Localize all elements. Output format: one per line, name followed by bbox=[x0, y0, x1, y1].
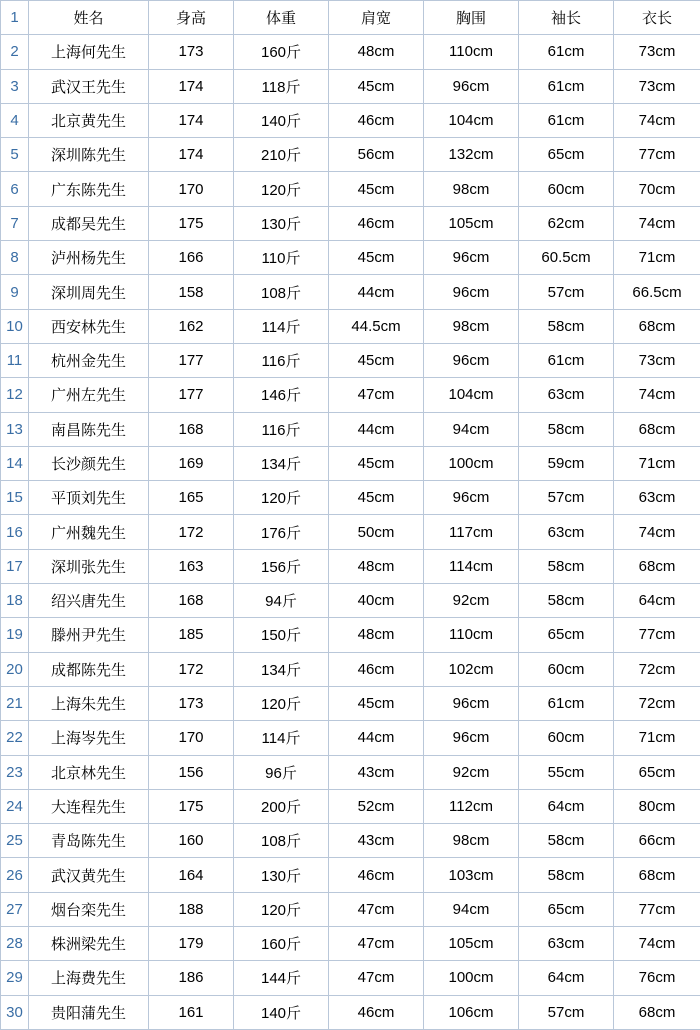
cell-ch[interactable]: 110cm bbox=[424, 618, 519, 652]
row-number-cell[interactable]: 16 bbox=[1, 515, 29, 549]
table-row[interactable] bbox=[1, 995, 700, 1029]
cell-sl[interactable]: 58cm bbox=[519, 584, 614, 618]
cell-cl[interactable]: 68cm bbox=[614, 309, 700, 343]
cell-ch[interactable]: 94cm bbox=[424, 892, 519, 926]
row-number-header: 1 bbox=[1, 1, 29, 35]
table-row[interactable] bbox=[1, 275, 700, 309]
cell-cl[interactable]: 72cm bbox=[614, 686, 700, 720]
cell-ch[interactable]: 103cm bbox=[424, 858, 519, 892]
cell-name[interactable]: 长沙颜先生 bbox=[29, 446, 149, 480]
cell-sh[interactable]: 44cm bbox=[329, 721, 424, 755]
cell-sl[interactable]: 59cm bbox=[519, 446, 614, 480]
cell-cl[interactable]: 74cm bbox=[614, 103, 700, 137]
cell-h[interactable]: 185 bbox=[149, 618, 234, 652]
row-number-cell[interactable]: 23 bbox=[1, 755, 29, 789]
cell-name[interactable]: 杭州金先生 bbox=[29, 343, 149, 377]
cell-w[interactable]: 116斤 bbox=[234, 412, 329, 446]
cell-sh[interactable]: 50cm bbox=[329, 515, 424, 549]
cell-sl[interactable]: 61cm bbox=[519, 103, 614, 137]
cell-ch[interactable]: 106cm bbox=[424, 995, 519, 1029]
cell-sl[interactable]: 64cm bbox=[519, 789, 614, 823]
cell-sl[interactable]: 64cm bbox=[519, 961, 614, 995]
cell-name[interactable]: 武汉王先生 bbox=[29, 69, 149, 103]
cell-cl[interactable]: 74cm bbox=[614, 378, 700, 412]
cell-sh[interactable]: 47cm bbox=[329, 378, 424, 412]
cell-ch[interactable]: 98cm bbox=[424, 309, 519, 343]
column-header-height[interactable]: 身高 bbox=[149, 1, 234, 35]
cell-sh[interactable]: 45cm bbox=[329, 686, 424, 720]
cell-ch[interactable]: 132cm bbox=[424, 138, 519, 172]
cell-w[interactable]: 110斤 bbox=[234, 241, 329, 275]
cell-sl[interactable]: 60cm bbox=[519, 172, 614, 206]
table-row[interactable] bbox=[1, 446, 700, 480]
row-number-cell[interactable]: 4 bbox=[1, 103, 29, 137]
row-number-cell[interactable]: 10 bbox=[1, 309, 29, 343]
cell-name[interactable]: 北京林先生 bbox=[29, 755, 149, 789]
table-row[interactable] bbox=[1, 138, 700, 172]
cell-sh[interactable]: 47cm bbox=[329, 892, 424, 926]
cell-h[interactable]: 161 bbox=[149, 995, 234, 1029]
cell-sl[interactable]: 65cm bbox=[519, 138, 614, 172]
cell-ch[interactable]: 96cm bbox=[424, 721, 519, 755]
cell-name[interactable]: 绍兴唐先生 bbox=[29, 584, 149, 618]
cell-ch[interactable]: 92cm bbox=[424, 755, 519, 789]
cell-h[interactable]: 156 bbox=[149, 755, 234, 789]
cell-cl[interactable]: 68cm bbox=[614, 412, 700, 446]
cell-sh[interactable]: 45cm bbox=[329, 481, 424, 515]
cell-w[interactable]: 120斤 bbox=[234, 892, 329, 926]
cell-cl[interactable]: 71cm bbox=[614, 241, 700, 275]
cell-sh[interactable]: 46cm bbox=[329, 206, 424, 240]
row-number-cell[interactable]: 2 bbox=[1, 35, 29, 69]
cell-cl[interactable]: 73cm bbox=[614, 343, 700, 377]
table-row[interactable] bbox=[1, 35, 700, 69]
table-row[interactable] bbox=[1, 721, 700, 755]
table-row[interactable] bbox=[1, 927, 700, 961]
cell-sl[interactable]: 60cm bbox=[519, 652, 614, 686]
cell-h[interactable]: 166 bbox=[149, 241, 234, 275]
cell-ch[interactable]: 100cm bbox=[424, 446, 519, 480]
cell-name[interactable]: 上海何先生 bbox=[29, 35, 149, 69]
cell-sl[interactable]: 58cm bbox=[519, 858, 614, 892]
cell-sl[interactable]: 55cm bbox=[519, 755, 614, 789]
cell-ch[interactable]: 96cm bbox=[424, 69, 519, 103]
cell-w[interactable]: 108斤 bbox=[234, 824, 329, 858]
cell-sl[interactable]: 58cm bbox=[519, 824, 614, 858]
cell-w[interactable]: 118斤 bbox=[234, 69, 329, 103]
cell-h[interactable]: 170 bbox=[149, 721, 234, 755]
cell-ch[interactable]: 105cm bbox=[424, 206, 519, 240]
row-number-cell[interactable]: 30 bbox=[1, 995, 29, 1029]
cell-sh[interactable]: 48cm bbox=[329, 618, 424, 652]
row-number-cell[interactable]: 18 bbox=[1, 584, 29, 618]
cell-sh[interactable]: 46cm bbox=[329, 103, 424, 137]
cell-sl[interactable]: 61cm bbox=[519, 69, 614, 103]
table-row[interactable] bbox=[1, 892, 700, 926]
cell-sh[interactable]: 48cm bbox=[329, 549, 424, 583]
cell-sl[interactable]: 57cm bbox=[519, 275, 614, 309]
cell-h[interactable]: 179 bbox=[149, 927, 234, 961]
cell-sh[interactable]: 44.5cm bbox=[329, 309, 424, 343]
row-number-cell[interactable]: 25 bbox=[1, 824, 29, 858]
table-row[interactable] bbox=[1, 172, 700, 206]
cell-h[interactable]: 175 bbox=[149, 789, 234, 823]
row-number-cell[interactable]: 15 bbox=[1, 481, 29, 515]
cell-cl[interactable]: 74cm bbox=[614, 206, 700, 240]
cell-h[interactable]: 168 bbox=[149, 412, 234, 446]
row-number-cell[interactable]: 9 bbox=[1, 275, 29, 309]
cell-w[interactable]: 140斤 bbox=[234, 995, 329, 1029]
row-number-cell[interactable]: 14 bbox=[1, 446, 29, 480]
cell-name[interactable]: 深圳周先生 bbox=[29, 275, 149, 309]
column-header-shoulder[interactable]: 肩宽 bbox=[329, 1, 424, 35]
cell-h[interactable]: 165 bbox=[149, 481, 234, 515]
cell-name[interactable]: 南昌陈先生 bbox=[29, 412, 149, 446]
row-number-cell[interactable]: 24 bbox=[1, 789, 29, 823]
row-number-cell[interactable]: 13 bbox=[1, 412, 29, 446]
cell-h[interactable]: 162 bbox=[149, 309, 234, 343]
cell-cl[interactable]: 80cm bbox=[614, 789, 700, 823]
cell-cl[interactable]: 68cm bbox=[614, 549, 700, 583]
cell-w[interactable]: 114斤 bbox=[234, 721, 329, 755]
table-row[interactable] bbox=[1, 824, 700, 858]
cell-name[interactable]: 烟台栾先生 bbox=[29, 892, 149, 926]
table-row[interactable] bbox=[1, 549, 700, 583]
cell-name[interactable]: 大连程先生 bbox=[29, 789, 149, 823]
cell-sl[interactable]: 58cm bbox=[519, 549, 614, 583]
cell-sl[interactable]: 63cm bbox=[519, 927, 614, 961]
cell-w[interactable]: 160斤 bbox=[234, 35, 329, 69]
cell-ch[interactable]: 98cm bbox=[424, 172, 519, 206]
cell-cl[interactable]: 63cm bbox=[614, 481, 700, 515]
cell-ch[interactable]: 104cm bbox=[424, 378, 519, 412]
table-row[interactable] bbox=[1, 412, 700, 446]
cell-cl[interactable]: 73cm bbox=[614, 35, 700, 69]
cell-sh[interactable]: 47cm bbox=[329, 961, 424, 995]
row-number-cell[interactable]: 26 bbox=[1, 858, 29, 892]
cell-name[interactable]: 株洲梁先生 bbox=[29, 927, 149, 961]
cell-w[interactable]: 120斤 bbox=[234, 481, 329, 515]
cell-sl[interactable]: 61cm bbox=[519, 343, 614, 377]
cell-sl[interactable]: 61cm bbox=[519, 35, 614, 69]
cell-h[interactable]: 174 bbox=[149, 103, 234, 137]
cell-name[interactable]: 滕州尹先生 bbox=[29, 618, 149, 652]
cell-w[interactable]: 176斤 bbox=[234, 515, 329, 549]
cell-sh[interactable]: 46cm bbox=[329, 652, 424, 686]
row-number-cell[interactable]: 5 bbox=[1, 138, 29, 172]
cell-sh[interactable]: 45cm bbox=[329, 343, 424, 377]
cell-h[interactable]: 174 bbox=[149, 138, 234, 172]
cell-name[interactable]: 武汉黄先生 bbox=[29, 858, 149, 892]
cell-w[interactable]: 130斤 bbox=[234, 206, 329, 240]
cell-cl[interactable]: 64cm bbox=[614, 584, 700, 618]
cell-h[interactable]: 174 bbox=[149, 69, 234, 103]
cell-cl[interactable]: 77cm bbox=[614, 892, 700, 926]
cell-cl[interactable]: 72cm bbox=[614, 652, 700, 686]
cell-name[interactable]: 成都陈先生 bbox=[29, 652, 149, 686]
cell-h[interactable]: 173 bbox=[149, 686, 234, 720]
cell-ch[interactable]: 102cm bbox=[424, 652, 519, 686]
column-header-length[interactable]: 衣长 bbox=[614, 1, 700, 35]
cell-w[interactable]: 200斤 bbox=[234, 789, 329, 823]
table-row[interactable] bbox=[1, 686, 700, 720]
cell-sh[interactable]: 43cm bbox=[329, 755, 424, 789]
cell-name[interactable]: 深圳陈先生 bbox=[29, 138, 149, 172]
row-number-cell[interactable]: 3 bbox=[1, 69, 29, 103]
cell-cl[interactable]: 68cm bbox=[614, 858, 700, 892]
cell-sh[interactable]: 47cm bbox=[329, 927, 424, 961]
cell-w[interactable]: 156斤 bbox=[234, 549, 329, 583]
column-header-name[interactable]: 姓名 bbox=[29, 1, 149, 35]
cell-ch[interactable]: 98cm bbox=[424, 824, 519, 858]
row-number-cell[interactable]: 17 bbox=[1, 549, 29, 583]
table-row[interactable] bbox=[1, 206, 700, 240]
cell-name[interactable]: 泸州杨先生 bbox=[29, 241, 149, 275]
cell-cl[interactable]: 76cm bbox=[614, 961, 700, 995]
table-row[interactable] bbox=[1, 961, 700, 995]
cell-name[interactable]: 西安林先生 bbox=[29, 309, 149, 343]
table-row[interactable] bbox=[1, 584, 700, 618]
table-row[interactable] bbox=[1, 241, 700, 275]
cell-sh[interactable]: 44cm bbox=[329, 275, 424, 309]
row-number-cell[interactable]: 19 bbox=[1, 618, 29, 652]
cell-sh[interactable]: 45cm bbox=[329, 446, 424, 480]
cell-w[interactable]: 116斤 bbox=[234, 343, 329, 377]
cell-h[interactable]: 177 bbox=[149, 343, 234, 377]
cell-w[interactable]: 160斤 bbox=[234, 927, 329, 961]
cell-ch[interactable]: 96cm bbox=[424, 686, 519, 720]
cell-sh[interactable]: 45cm bbox=[329, 69, 424, 103]
cell-h[interactable]: 169 bbox=[149, 446, 234, 480]
cell-name[interactable]: 广东陈先生 bbox=[29, 172, 149, 206]
cell-w[interactable]: 140斤 bbox=[234, 103, 329, 137]
cell-sh[interactable]: 48cm bbox=[329, 35, 424, 69]
table-row[interactable] bbox=[1, 481, 700, 515]
cell-ch[interactable]: 114cm bbox=[424, 549, 519, 583]
cell-sh[interactable]: 43cm bbox=[329, 824, 424, 858]
table-row[interactable] bbox=[1, 515, 700, 549]
cell-name[interactable]: 上海岑先生 bbox=[29, 721, 149, 755]
cell-name[interactable]: 平顶刘先生 bbox=[29, 481, 149, 515]
cell-cl[interactable]: 66.5cm bbox=[614, 275, 700, 309]
row-number-cell[interactable]: 8 bbox=[1, 241, 29, 275]
cell-w[interactable]: 146斤 bbox=[234, 378, 329, 412]
cell-sh[interactable]: 45cm bbox=[329, 241, 424, 275]
cell-sl[interactable]: 57cm bbox=[519, 995, 614, 1029]
table-row[interactable] bbox=[1, 755, 700, 789]
cell-w[interactable]: 144斤 bbox=[234, 961, 329, 995]
cell-sh[interactable]: 45cm bbox=[329, 172, 424, 206]
cell-h[interactable]: 177 bbox=[149, 378, 234, 412]
cell-ch[interactable]: 96cm bbox=[424, 275, 519, 309]
cell-sl[interactable]: 65cm bbox=[519, 892, 614, 926]
cell-h[interactable]: 172 bbox=[149, 652, 234, 686]
cell-name[interactable]: 贵阳蒲先生 bbox=[29, 995, 149, 1029]
row-number-cell[interactable]: 27 bbox=[1, 892, 29, 926]
cell-cl[interactable]: 71cm bbox=[614, 721, 700, 755]
cell-cl[interactable]: 77cm bbox=[614, 618, 700, 652]
cell-sh[interactable]: 44cm bbox=[329, 412, 424, 446]
cell-w[interactable]: 130斤 bbox=[234, 858, 329, 892]
column-header-chest[interactable]: 胸围 bbox=[424, 1, 519, 35]
cell-sl[interactable]: 63cm bbox=[519, 515, 614, 549]
cell-ch[interactable]: 92cm bbox=[424, 584, 519, 618]
cell-w[interactable]: 120斤 bbox=[234, 172, 329, 206]
cell-name[interactable]: 青岛陈先生 bbox=[29, 824, 149, 858]
cell-ch[interactable]: 110cm bbox=[424, 35, 519, 69]
cell-w[interactable]: 96斤 bbox=[234, 755, 329, 789]
cell-sl[interactable]: 58cm bbox=[519, 412, 614, 446]
cell-sl[interactable]: 60.5cm bbox=[519, 241, 614, 275]
table-row[interactable] bbox=[1, 789, 700, 823]
cell-h[interactable]: 163 bbox=[149, 549, 234, 583]
cell-name[interactable]: 上海费先生 bbox=[29, 961, 149, 995]
cell-h[interactable]: 168 bbox=[149, 584, 234, 618]
cell-sl[interactable]: 60cm bbox=[519, 721, 614, 755]
column-header-sleeve[interactable]: 袖长 bbox=[519, 1, 614, 35]
table-row[interactable] bbox=[1, 69, 700, 103]
table-body bbox=[1, 35, 700, 1030]
cell-name[interactable]: 广州魏先生 bbox=[29, 515, 149, 549]
cell-w[interactable]: 210斤 bbox=[234, 138, 329, 172]
cell-sl[interactable]: 58cm bbox=[519, 309, 614, 343]
cell-cl[interactable]: 66cm bbox=[614, 824, 700, 858]
cell-h[interactable]: 188 bbox=[149, 892, 234, 926]
header-row bbox=[1, 1, 700, 35]
cell-name[interactable]: 深圳张先生 bbox=[29, 549, 149, 583]
cell-h[interactable]: 170 bbox=[149, 172, 234, 206]
row-number-cell[interactable]: 29 bbox=[1, 961, 29, 995]
row-number-cell[interactable]: 11 bbox=[1, 343, 29, 377]
cell-ch[interactable]: 104cm bbox=[424, 103, 519, 137]
cell-ch[interactable]: 117cm bbox=[424, 515, 519, 549]
table-row[interactable] bbox=[1, 858, 700, 892]
cell-w[interactable]: 134斤 bbox=[234, 652, 329, 686]
cell-cl[interactable]: 77cm bbox=[614, 138, 700, 172]
table-row[interactable] bbox=[1, 309, 700, 343]
table-row[interactable] bbox=[1, 652, 700, 686]
cell-h[interactable]: 172 bbox=[149, 515, 234, 549]
cell-sh[interactable]: 52cm bbox=[329, 789, 424, 823]
table-row[interactable] bbox=[1, 378, 700, 412]
cell-ch[interactable]: 96cm bbox=[424, 241, 519, 275]
cell-h[interactable]: 173 bbox=[149, 35, 234, 69]
table-row[interactable] bbox=[1, 343, 700, 377]
cell-w[interactable]: 94斤 bbox=[234, 584, 329, 618]
cell-h[interactable]: 160 bbox=[149, 824, 234, 858]
row-number-cell[interactable]: 22 bbox=[1, 721, 29, 755]
cell-ch[interactable]: 112cm bbox=[424, 789, 519, 823]
cell-w[interactable]: 134斤 bbox=[234, 446, 329, 480]
cell-name[interactable]: 广州左先生 bbox=[29, 378, 149, 412]
row-number-cell[interactable]: 7 bbox=[1, 206, 29, 240]
cell-cl[interactable]: 74cm bbox=[614, 515, 700, 549]
cell-sl[interactable]: 61cm bbox=[519, 686, 614, 720]
column-header-weight[interactable]: 体重 bbox=[234, 1, 329, 35]
row-number-cell[interactable]: 21 bbox=[1, 686, 29, 720]
cell-h[interactable]: 175 bbox=[149, 206, 234, 240]
cell-ch[interactable]: 100cm bbox=[424, 961, 519, 995]
cell-h[interactable]: 158 bbox=[149, 275, 234, 309]
cell-h[interactable]: 164 bbox=[149, 858, 234, 892]
cell-cl[interactable]: 73cm bbox=[614, 69, 700, 103]
cell-ch[interactable]: 96cm bbox=[424, 343, 519, 377]
cell-name[interactable]: 北京黄先生 bbox=[29, 103, 149, 137]
cell-w[interactable]: 108斤 bbox=[234, 275, 329, 309]
table-row[interactable] bbox=[1, 103, 700, 137]
cell-ch[interactable]: 96cm bbox=[424, 481, 519, 515]
cell-sh[interactable]: 40cm bbox=[329, 584, 424, 618]
cell-sh[interactable]: 56cm bbox=[329, 138, 424, 172]
cell-cl[interactable]: 70cm bbox=[614, 172, 700, 206]
cell-sl[interactable]: 63cm bbox=[519, 378, 614, 412]
table-header bbox=[1, 1, 700, 35]
cell-sl[interactable]: 57cm bbox=[519, 481, 614, 515]
row-number-cell[interactable]: 20 bbox=[1, 652, 29, 686]
table-row[interactable] bbox=[1, 618, 700, 652]
cell-w[interactable]: 150斤 bbox=[234, 618, 329, 652]
cell-sl[interactable]: 62cm bbox=[519, 206, 614, 240]
row-number-cell[interactable]: 28 bbox=[1, 927, 29, 961]
cell-name[interactable]: 上海朱先生 bbox=[29, 686, 149, 720]
cell-ch[interactable]: 105cm bbox=[424, 927, 519, 961]
cell-w[interactable]: 114斤 bbox=[234, 309, 329, 343]
cell-sh[interactable]: 46cm bbox=[329, 995, 424, 1029]
row-number-cell[interactable]: 6 bbox=[1, 172, 29, 206]
cell-cl[interactable]: 65cm bbox=[614, 755, 700, 789]
cell-cl[interactable]: 68cm bbox=[614, 995, 700, 1029]
row-number-cell[interactable]: 12 bbox=[1, 378, 29, 412]
cell-cl[interactable]: 71cm bbox=[614, 446, 700, 480]
cell-sl[interactable]: 65cm bbox=[519, 618, 614, 652]
cell-cl[interactable]: 74cm bbox=[614, 927, 700, 961]
cell-h[interactable]: 186 bbox=[149, 961, 234, 995]
cell-ch[interactable]: 94cm bbox=[424, 412, 519, 446]
cell-name[interactable]: 成都吴先生 bbox=[29, 206, 149, 240]
cell-sh[interactable]: 46cm bbox=[329, 858, 424, 892]
cell-w[interactable]: 120斤 bbox=[234, 686, 329, 720]
